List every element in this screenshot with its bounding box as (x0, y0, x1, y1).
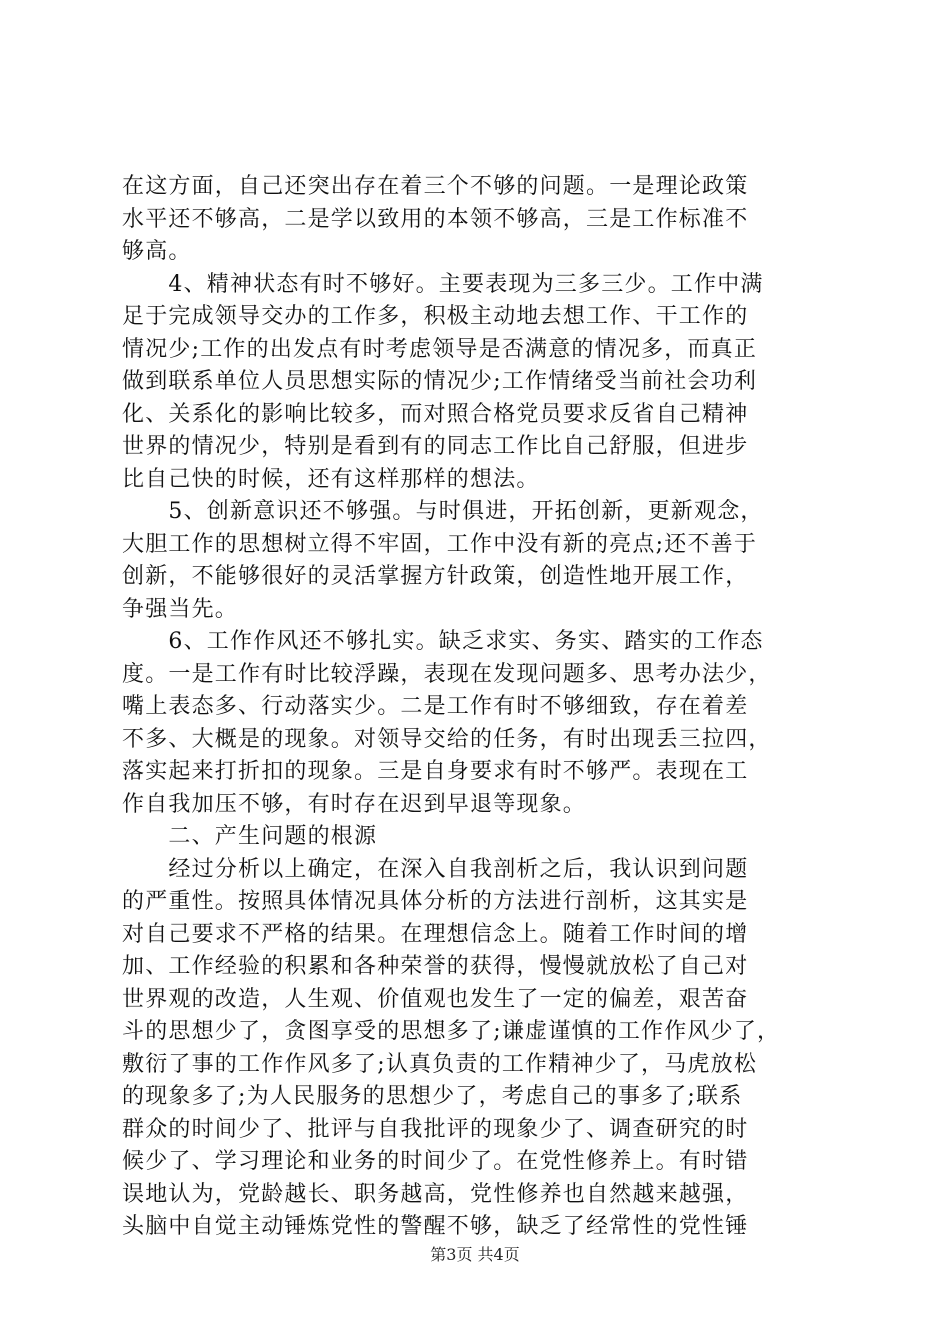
text-line: 6、工作作风还不够扎实。缺乏求实、务实、踏实的工作态 (122, 629, 764, 654)
text-line: 敷衍了事的工作作风多了;认真负责的工作精神少了，马虎放松 (122, 1051, 758, 1077)
text-line: 落实起来打折扣的现象。三是自身要求有时不够严。表现在工 (122, 759, 749, 784)
text-line: 嘴上表态多、行动落实少。二是工作有时不够细致，存在着差 (122, 694, 749, 719)
text-line: 加、工作经验的积累和各种荣誉的获得，慢慢就放松了自己对 (122, 954, 749, 979)
text-line: 够高。 (122, 239, 192, 264)
text-line: 创新，不能够很好的灵活掌握方针政策，创造性地开展工作， (122, 564, 749, 589)
text-line: 候少了、学习理论和业务的时间少了。在党性修养上。有时错 (122, 1149, 749, 1174)
text-line: 的严重性。按照具体情况具体分析的方法进行剖析，这其实是 (122, 889, 749, 914)
text-line: 对自己要求不严格的结果。在理想信念上。随着工作时间的增 (122, 921, 749, 947)
text-line: 争强当先。 (122, 596, 239, 622)
page-footer: 第3页 共4页 (430, 1245, 520, 1264)
text-line: 二、产生问题的根源 (122, 824, 378, 849)
text-line: 世界观的改造，人生观、价值观也发生了一定的偏差，艰苦奋 (122, 986, 749, 1012)
text-line: 比自己快的时候，还有这样那样的想法。 (122, 466, 540, 492)
text-line: 在这方面，自己还突出存在着三个不够的问题。一是理论政策 (122, 174, 749, 199)
text-line: 化、关系化的影响比较多，而对照合格党员要求反省自己精神 (122, 401, 749, 427)
text-line: 大胆工作的思想树立得不牢固，工作中没有新的亮点;还不善于 (122, 531, 758, 557)
text-line: 4、精神状态有时不够好。主要表现为三多三少。工作中满 (122, 271, 764, 297)
text-line: 斗的思想少了，贪图享受的思想多了;谦虚谨慎的工作作风少了， (122, 1019, 781, 1044)
text-line: 5、创新意识还不够强。与时俱进，开拓创新，更新观念， (122, 499, 764, 524)
text-line: 经过分析以上确定，在深入自我剖析之后，我认识到问题 (122, 856, 749, 882)
text-line: 不多、大概是的现象。对领导交给的任务，有时出现丢三拉四， (122, 726, 772, 752)
text-line: 做到联系单位人员思想实际的情况少;工作情绪受当前社会功利 (122, 369, 758, 394)
text-line: 水平还不够高，二是学以致用的本领不够高，三是工作标准不 (122, 206, 749, 232)
text-line: 群众的时间少了、批评与自我批评的现象少了、调查研究的时 (122, 1116, 749, 1142)
text-line: 的现象多了;为人民服务的思想少了，考虑自己的事多了;联系 (122, 1084, 743, 1109)
text-line: 误地认为，党龄越长、职务越高，党性修养也自然越来越强， (122, 1181, 749, 1207)
text-line: 作自我加压不够，有时存在迟到早退等现象。 (122, 791, 587, 817)
document-body (122, 171, 832, 1244)
text-line: 头脑中自觉主动锤炼党性的警醒不够，缺乏了经常性的党性锤 (122, 1214, 749, 1239)
text-line: 足于完成领导交办的工作多，积极主动地去想工作、干工作的 (122, 304, 749, 329)
text-line: 世界的情况少，特别是看到有的同志工作比自己舒服，但进步 (122, 434, 749, 459)
text-line: 度。一是工作有时比较浮躁，表现在发现问题多、思考办法少， (122, 661, 772, 687)
text-line: 情况少;工作的出发点有时考虑领导是否满意的情况多，而真正 (122, 336, 758, 362)
